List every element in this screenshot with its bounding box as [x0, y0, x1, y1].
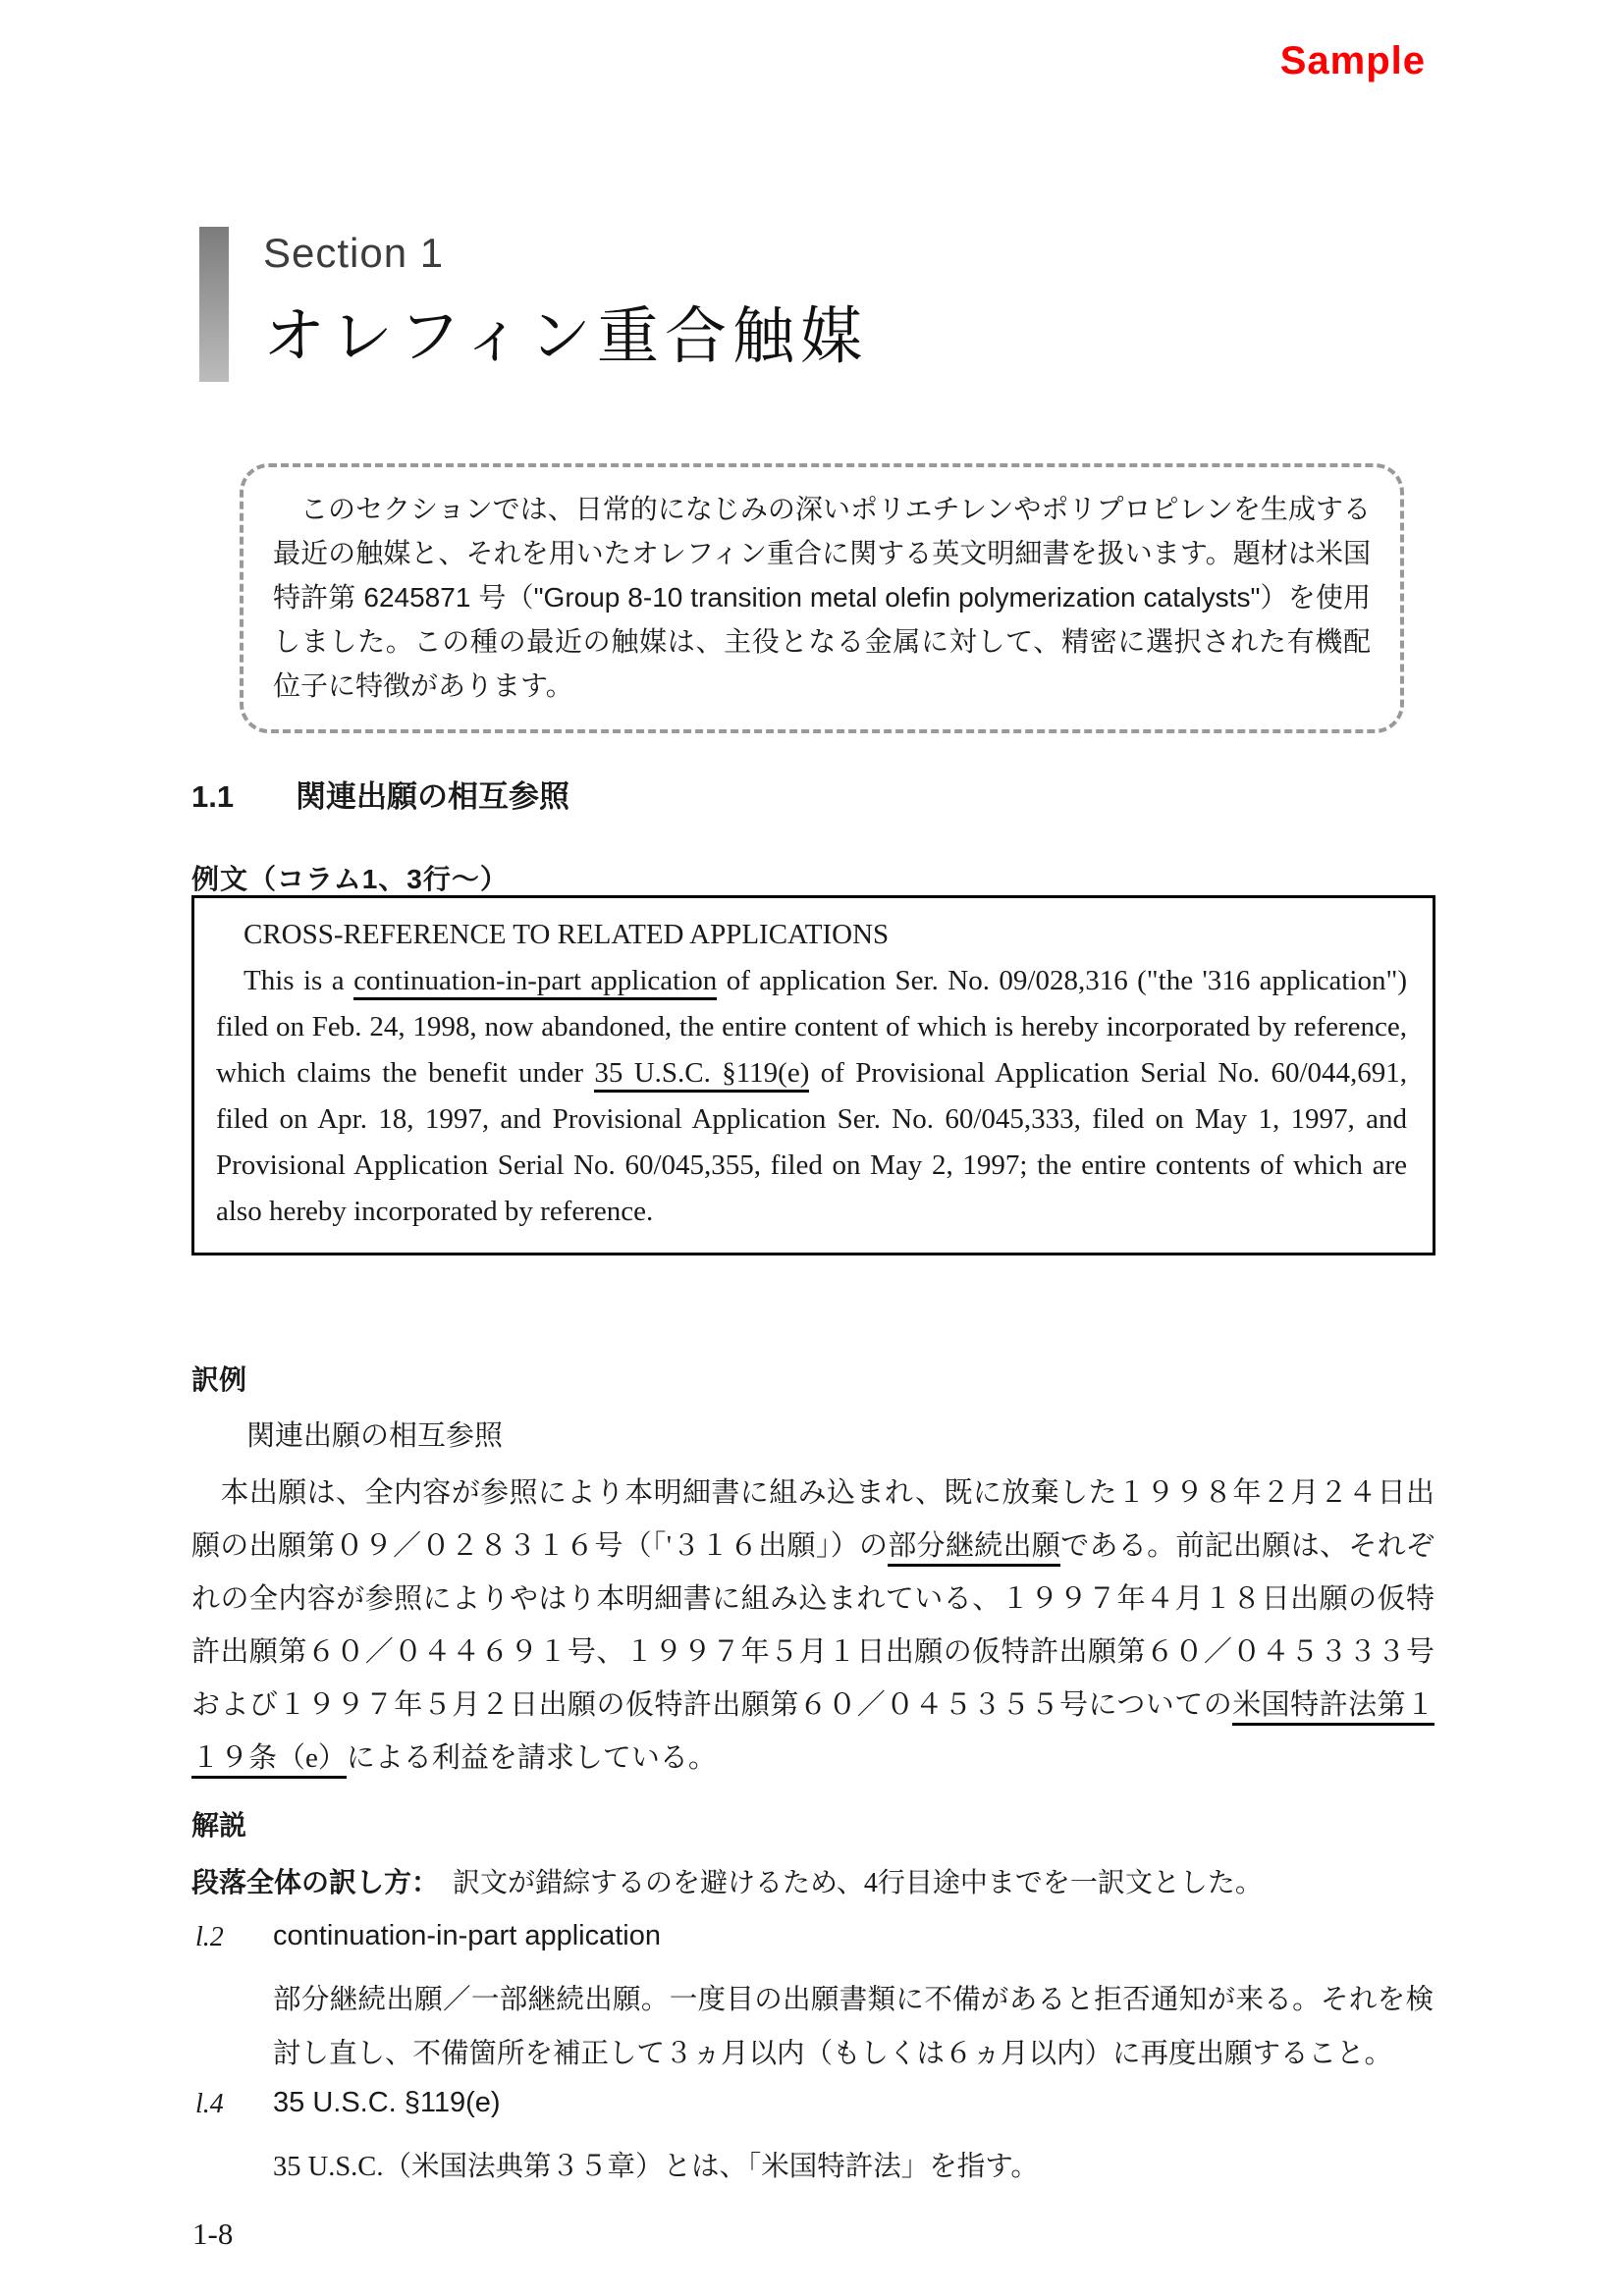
intro-text: このセクションでは、日常的になじみの深いポリエチレンやポリプロピレンを生成する最近の触媒と、それを用いたオレフィン重合に関する英文明細書を扱います。題材は米国特許第 6245871 号（"Group 8-10 transition metal olefin polymerization catalysts"）を使用しました。この種の最近の触媒は、主役となる金属に対して、精密に選択された有機配位子に特徴があります。 — [273, 494, 1371, 701]
patent-text-post: of Provisional Application Serial No. 60/044,691, filed on Apr. 18, 1997, and Provisional Application Ser. No. 60/045,333, filed on May 1, 1997, and Provisional Application Serial No. 60/045,355, filed on May 2, 1997; the entire contents of which are also hereby incorporated by reference. — [216, 1057, 1408, 1227]
translation-underlined-term-1: 部分継続出願 — [888, 1530, 1060, 1567]
subsection-number: 1.1 — [191, 779, 235, 814]
intro-dotted-box — [240, 463, 1404, 733]
commentary-lead-text: 訳文が錯綜するのを避けるため、4行目途中までを一訳文とした。 — [425, 1868, 1263, 1898]
commentary-item-term: 35 U.S.C. §119(e) — [273, 2087, 501, 2118]
translation-text-mid: である。前記出願は、それぞれの全内容が参照によりやはり本明細書に組み込まれている、１９９７年４月１８日出願の仮特許出願第６０／０４４６９１号、１９９７年５月１日出願の仮特許出願第６０／０４５３３３号および１９９７年５月２日出願の仮特許出願第６０／０４５３５５号についての — [191, 1530, 1435, 1721]
translation-underlined-term-2: 米国特許法第１１９条（e） — [191, 1689, 1435, 1779]
section-label: Section 1 — [263, 230, 445, 276]
translation-text-post: による利益を請求している。 — [346, 1742, 717, 1774]
patent-excerpt-box — [191, 895, 1435, 1255]
subsection-heading — [191, 772, 569, 816]
translation-paragraph — [191, 1467, 1435, 1785]
subsection-title: 関連出願の相互参照 — [296, 779, 569, 814]
patent-paragraph — [216, 958, 1407, 1235]
sample-watermark: Sample — [1279, 39, 1426, 82]
page-title: オレフィン重合触媒 — [263, 302, 868, 371]
section-accent-bar — [199, 227, 229, 382]
patent-underlined-term-1: continuation-in-part application — [353, 965, 717, 1000]
commentary-lead — [191, 1861, 1435, 1900]
commentary-item-line-ref: l.4 — [195, 2089, 224, 2119]
page-number: 1-8 — [192, 2216, 234, 2251]
commentary-item-term: continuation-in-part application — [273, 1920, 661, 1951]
example-label: 例文（コラム1、3行～） — [191, 864, 509, 894]
translation-heading: 訳例 — [191, 1364, 247, 1395]
patent-heading: CROSS-REFERENCE TO RELATED APPLICATIONS — [244, 919, 890, 950]
translation-subheading: 関連出願の相互参照 — [246, 1420, 504, 1452]
commentary-item-line-ref: l.2 — [195, 1922, 224, 1952]
section-header — [263, 230, 868, 376]
patent-text-mid: of application Ser. No. 09/028,316 ("the '316 application") filed on Feb. 24, 1998, now abandoned, the entire content of which is hereby incorporated by reference, which claims the benefit under — [216, 965, 1407, 1089]
commentary-item-description: 35 U.S.C.（米国法典第３５章）とは、「米国特許法」を指す。 — [273, 2152, 1039, 2182]
translation-text-pre: 本出願は、全内容が参照により本明細書に組み込まれ、既に放棄した１９９８年２月２４日出願の出願第０９／０２８３１６号（「'３１６出願」）の — [191, 1477, 1435, 1562]
commentary-lead-label: 段落全体の訳し方： — [191, 1867, 426, 1897]
commentary-heading: 解説 — [191, 1810, 247, 1841]
patent-text-pre: This is a — [244, 965, 354, 996]
patent-underlined-term-2: 35 U.S.C. §119(e) — [594, 1057, 809, 1093]
commentary-item-description: 部分継続出願／一部継続出願。一度目の出願書類に不備があると拒否通知が来る。それを検討し直し、不備箇所を補正して３ヵ月以内（もしくは６ヵ月以内）に再度出願すること。 — [273, 1985, 1434, 2069]
